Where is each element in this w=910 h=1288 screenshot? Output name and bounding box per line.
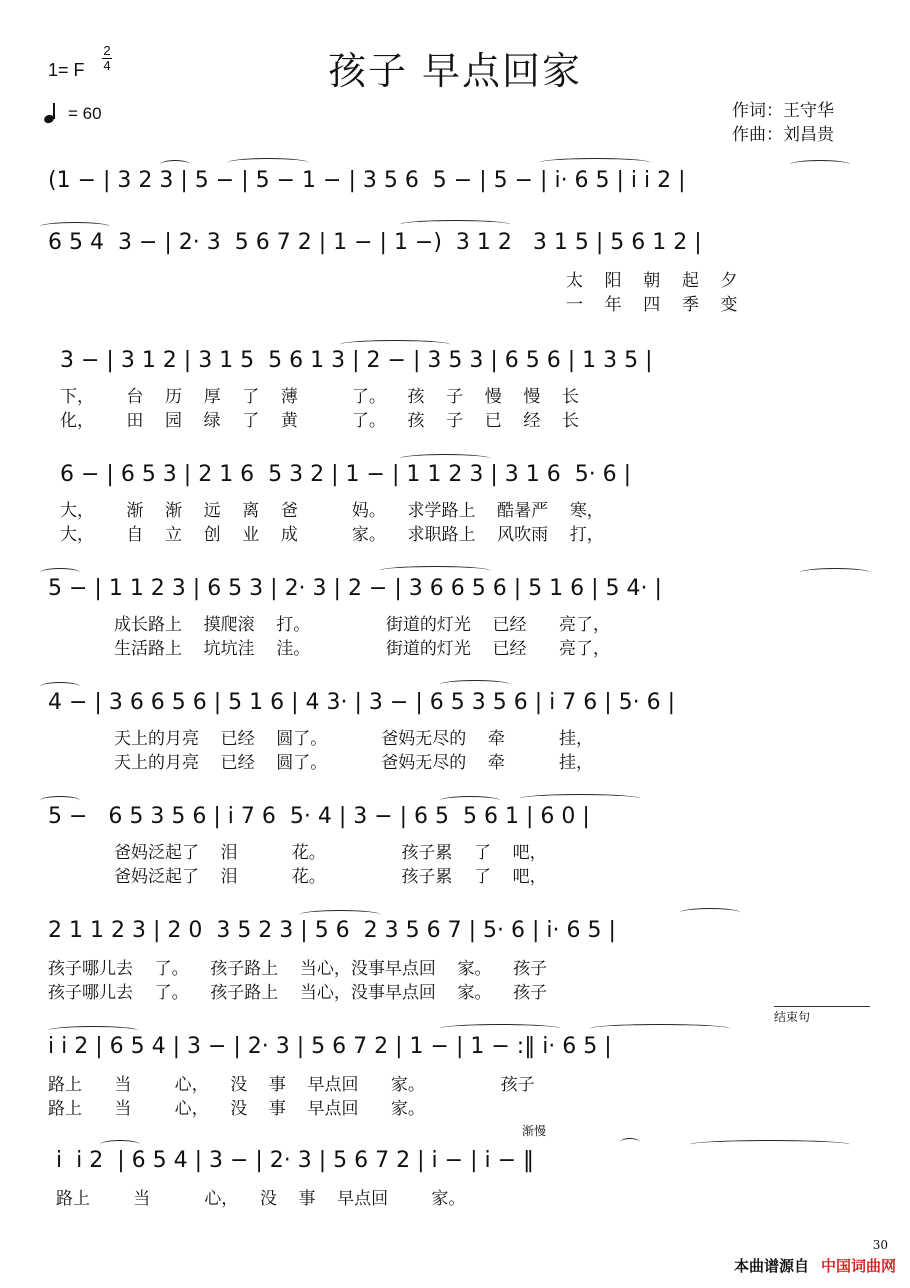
lyric-verse-1: 路上 当 心， 没 事 早点回 家。 xyxy=(56,1189,466,1209)
lyric-verse-2: 大， 自 立 创 业 成 家。 求职路上 风吹雨 打， xyxy=(60,525,604,545)
lyric-verse-2: 一 年 四 季 变 xyxy=(566,295,738,315)
notation-line: 6 − | 6 5 3 | 2 1 6 5 3 2 | 1 − | 1 1 2 3 | 3 1 6 5· 6 | xyxy=(60,462,632,487)
page-number: 30 xyxy=(872,1238,888,1252)
slur xyxy=(540,158,650,167)
slur xyxy=(40,796,80,805)
lyric-verse-2: 生活路上 坑坑洼 洼。 街道的灯光 已经 亮了， xyxy=(60,639,610,659)
composer: 作曲：刘昌贵 xyxy=(732,125,834,144)
lyric-verse-2: 化， 田 园 绿 了 黄 了。 孩 子 已 经 长 xyxy=(60,411,579,431)
slur xyxy=(800,568,870,577)
lyric-verse-1: 大， 渐 渐 远 离 爸 妈。 求学路上 酷暑严 寒， xyxy=(60,501,604,521)
slur xyxy=(40,682,80,691)
slur xyxy=(440,1024,560,1033)
slur xyxy=(300,910,380,919)
lyric-verse-1: 下， 台 历 厚 了 薄 了。 孩 子 慢 慢 长 xyxy=(60,387,579,407)
slur xyxy=(228,158,308,167)
slur xyxy=(440,796,500,805)
lyric-verse-2: 路上 当 心， 没 事 早点回 家。 xyxy=(48,1099,425,1119)
lyric-verse-1: 爸妈泛起了 泪 花。 孩子累 了 吧， xyxy=(60,843,547,863)
slur xyxy=(40,222,110,231)
time-bottom: 4 xyxy=(103,58,111,73)
lyric-verse-2: 孩子哪儿去 了。 孩子路上 当心，没事早点回 家。 孩子 xyxy=(48,983,548,1003)
site-name[interactable]: 中国词曲网 xyxy=(820,1258,896,1275)
notation-line: 2 1 1 2 3 | 2 0 3 5 2 3 | 5 6 2 3 5 6 7 | 5· 6 | i· 6 5 | xyxy=(48,918,616,943)
key-signature: 1= F xyxy=(48,60,85,80)
notation-line: (1 − | 3 2 3 | 5 − | 5 − 1 − | 3 5 6 5 − | 5 − | i· 6 5 | i i 2 | xyxy=(48,168,686,193)
slur xyxy=(690,1140,850,1149)
fermata xyxy=(620,1138,640,1147)
lyric-verse-1: 成长路上 摸爬滚 打。 街道的灯光 已经 亮了， xyxy=(60,615,610,635)
slur xyxy=(680,908,740,917)
slur xyxy=(48,1026,138,1035)
notation-line: i i 2 | 6 5 4 | 3 − | 2· 3 | 5 6 7 2 | i − | i − ‖ xyxy=(56,1148,535,1173)
tempo-marking xyxy=(44,104,102,124)
slur xyxy=(40,568,80,577)
song-title: 孩子 早点回家 xyxy=(327,49,583,93)
quarter-note-icon xyxy=(44,105,56,123)
lyric-verse-1: 孩子哪儿去 了。 孩子路上 当心，没事早点回 家。 孩子 xyxy=(48,959,548,979)
source-label: 本曲谱源自 xyxy=(733,1258,809,1275)
slur xyxy=(400,220,510,229)
notation-line: 5 − 6 5 3 5 6 | i 7 6 5· 4 | 3 − | 6 5 5 6 1 | 6 0 | xyxy=(48,804,590,829)
ritardando-marker: 渐慢 xyxy=(522,1124,547,1138)
lyric-verse-1: 路上 当 心， 没 事 早点回 家。 孩子 xyxy=(48,1075,535,1095)
slur xyxy=(380,566,490,575)
tempo-value: = 60 xyxy=(68,104,102,123)
lyric-verse-2: 爸妈泛起了 泪 花。 孩子累 了 吧， xyxy=(60,867,547,887)
slur xyxy=(790,160,850,169)
slur xyxy=(400,454,490,463)
notation-line: 6 5 4 3 − | 2· 3 5 6 7 2 | 1 − | 1 −) 3 1 2 3 1 5 | 5 6 1 2 | xyxy=(48,230,702,255)
notation-line: 3 − | 3 1 2 | 3 1 5 5 6 1 3 | 2 − | 3 5 3 | 6 5 6 | 1 3 5 | xyxy=(60,348,653,373)
notation-line: 4 − | 3 6 6 5 6 | 5 1 6 | 4 3· | 3 − | 6 5 3 5 6 | i 7 6 | 5· 6 | xyxy=(48,690,675,715)
lyric-verse-2: 天上的月亮 已经 圆了。 爸妈无尽的 牵 挂， xyxy=(60,753,593,773)
slur xyxy=(440,680,510,689)
ending-marker: 结束句 xyxy=(774,1006,870,1025)
slur xyxy=(100,1140,140,1149)
source-footer xyxy=(734,1255,896,1276)
slur xyxy=(520,794,640,803)
notation-line: i i 2 | 6 5 4 | 3 − | 2· 3 | 5 6 7 2 | 1 − | 1 − :‖ i· 6 5 | xyxy=(48,1034,612,1059)
slur xyxy=(340,340,450,349)
time-signature xyxy=(102,44,112,73)
time-top: 2 xyxy=(103,43,111,58)
lyricist: 作词：王守华 xyxy=(732,101,834,120)
notation-line: 5 − | 1 1 2 3 | 6 5 3 | 2· 3 | 2 − | 3 6 6 5 6 | 5 1 6 | 5 4· | xyxy=(48,576,662,601)
lyric-verse-1: 太 阳 朝 起 夕 xyxy=(566,271,738,291)
lyric-verse-1: 天上的月亮 已经 圆了。 爸妈无尽的 牵 挂， xyxy=(60,729,593,749)
slur xyxy=(590,1024,730,1033)
slur xyxy=(160,160,190,169)
